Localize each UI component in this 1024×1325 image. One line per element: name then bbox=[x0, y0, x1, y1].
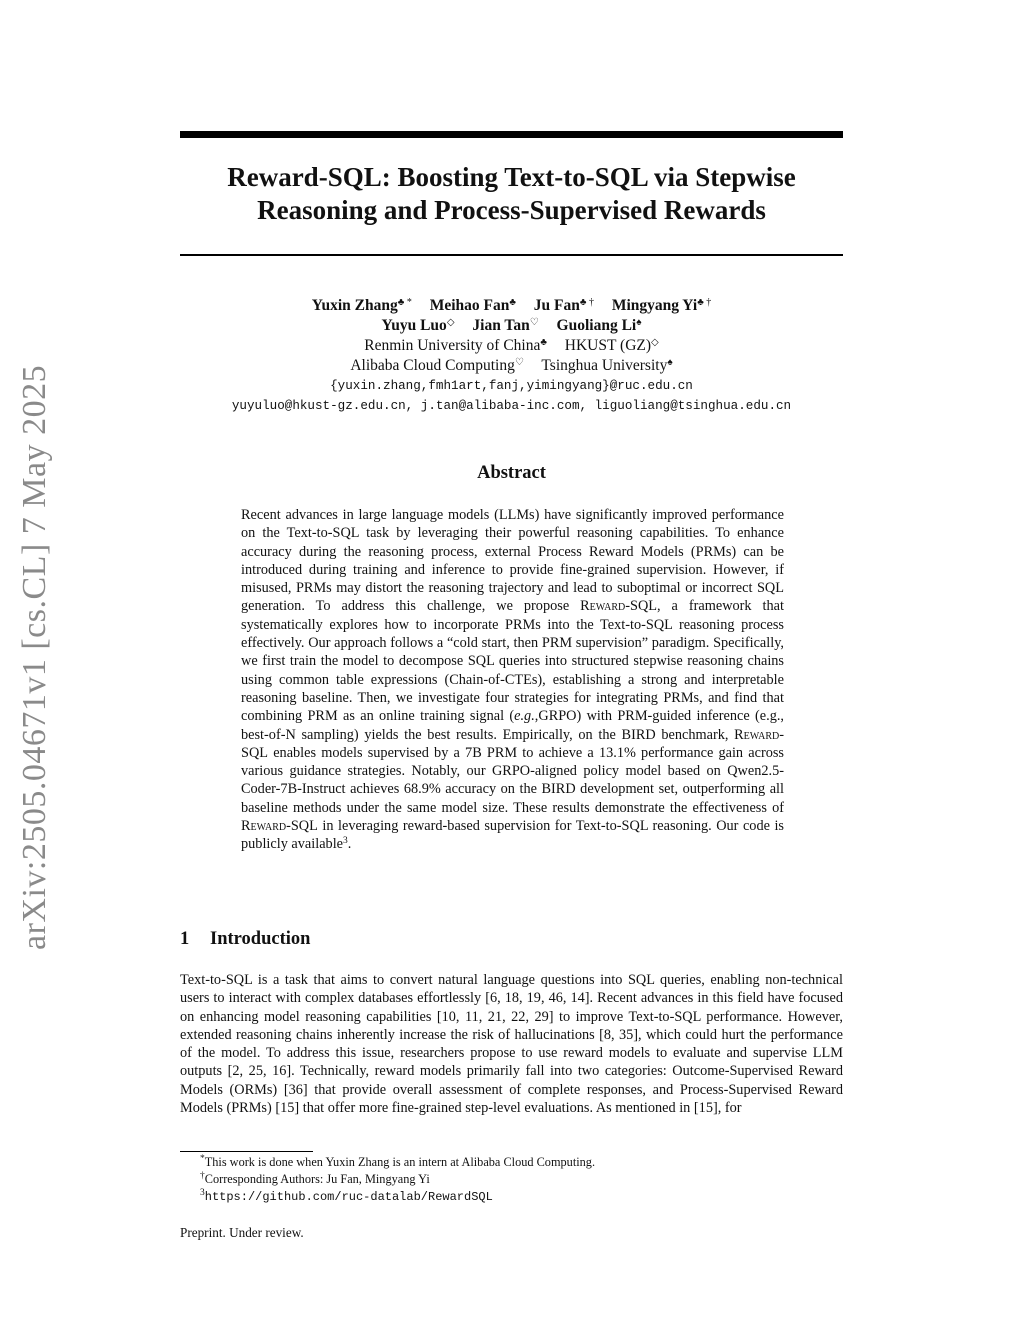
code-url[interactable]: https://github.com/ruc-datalab/RewardSQL bbox=[204, 1190, 493, 1204]
arxiv-identifier: arXiv:2505.04671v1 [cs.CL] 7 May 2025 bbox=[16, 364, 53, 950]
section-title: Introduction bbox=[210, 929, 311, 949]
affiliation-name: Alibaba Cloud Computing bbox=[350, 357, 515, 374]
paper-title bbox=[180, 161, 843, 227]
author-names-line-2 bbox=[180, 316, 843, 336]
introduction-paragraph: Text-to-SQL is a task that aims to convert natural language questions into SQL queries, enabling non-technical users to interact with complex databases effortlessly [6, 18, 19, 46, 14]. Recent advances in this field have focused on enhancing model reasoning capabilities [10, 11, 21, 22, 29] to improve Text-to-SQL performance. However, extended reasoning chains inherently increase the risk of hallucinations [8, 35], which could hurt the performance of the model. To address this issue, researchers propose to use reward models to evaluate and supervise LLM outputs [2, 25, 16]. Technically, reward models primarily fall into two categories: Outcome-Supervised Reward Models (ORMs) [36] that provide overall assessment of complete responses, and Process-Supervised Reward Models (PRMs) [15] that offer more fine-grained step-level evaluations. As mentioned in [15], for bbox=[180, 972, 843, 1117]
abstract-text: Recent advances in large language models (LLMs) have significantly improved performance on the Text-to-SQL task by leveraging their powerful reasoning capabilities. To enhance accuracy during the reasoning process, external Process Reward Models (PRMs) can be introduced during training and inference to provide fine-grained supervision. However, if misused, PRMs may distort the reasoning trajectory and lead to suboptimal or incorrect SQL generation. To address this challenge, we propose Reward-SQL, a framework that systematically explores how to incorporate PRMs into the Text-to-SQL reasoning process effectively. Our approach follows a “cold start, then PRM supervision” paradigm. Specifically, we first train the model to decompose SQL queries into structured stepwise reasoning chains using common table expressions (Chain-of-CTEs), establishing a strong and interpretable reasoning baseline. Then, we investigate four strategies for integrating PRMs, and find that combining PRM as an online training signal (e.g.,GRPO) with PRM-guided inference (e.g., best-of-N sampling) yields the best results. Empirically, on the BIRD benchmark, Reward-SQL enables models supervised by a 7B PRM to achieve a 13.1% performance gain across various guidance strategies. Notably, our GRPO-aligned policy model based on Qwen2.5-Coder-7B-Instruct achieves 68.9% accuracy on the BIRD development set, outperforming all baseline methods under the same model size. These results demonstrate the effectiveness of Reward-SQL in leveraging reward-based supervision for Text-to-SQL reasoning. Our code is publicly available$^3$. bbox=[241, 507, 785, 853]
footnote-3: $^3$https://github.com/ruc-datalab/RewardSQL bbox=[200, 1188, 493, 1204]
title-line-1: Reward-SQL: Boosting Text-to-SQL via Stepwise bbox=[227, 162, 796, 192]
section-number: 1 bbox=[180, 929, 190, 949]
title-bottom-rule bbox=[180, 254, 843, 256]
author-mark: ◇ bbox=[446, 317, 455, 328]
method-name: Reward-SQL bbox=[580, 598, 657, 615]
affiliations-line-1 bbox=[180, 336, 843, 356]
author-mark: ♣ † bbox=[697, 297, 712, 308]
author-name: Guoliang Li bbox=[556, 317, 637, 334]
author-name: Jian Tan bbox=[472, 317, 530, 334]
author-mark: ♡ bbox=[529, 317, 539, 328]
method-name: Reward-SQL bbox=[241, 818, 318, 835]
author-name: Yuyu Luo bbox=[381, 317, 447, 334]
author-block bbox=[180, 296, 843, 416]
author-mark: ♣ † bbox=[579, 297, 594, 308]
affiliation-mark: ♠ bbox=[667, 357, 673, 368]
author-names-line-1 bbox=[180, 296, 843, 316]
author-emails-line-2: yuyuluo@hkust-gz.edu.cn, j.tan@alibaba-inc.com, liguoliang@tsinghua.edu.cn bbox=[231, 399, 792, 413]
author-emails-line-1: {yuxin.zhang,fmh1art,fanj,yimingyang}@ruc.edu.cn bbox=[330, 379, 693, 393]
author-mark: ♣ bbox=[509, 297, 516, 308]
abstract-heading: Abstract bbox=[477, 463, 546, 483]
footnote-rule bbox=[180, 1151, 313, 1152]
author-name: Mingyang Yi bbox=[611, 297, 698, 314]
preprint-note: Preprint. Under review. bbox=[180, 1225, 304, 1240]
affiliation-name: Renmin University of China bbox=[364, 337, 541, 354]
author-name: Yuxin Zhang bbox=[311, 297, 398, 314]
affiliation-mark: ♣ bbox=[540, 337, 547, 348]
affiliation-mark: ◇ bbox=[651, 337, 659, 348]
footnote-reference: 3 bbox=[343, 836, 348, 847]
affiliation-name: HKUST (GZ) bbox=[564, 337, 652, 354]
author-name: Ju Fan bbox=[533, 297, 580, 314]
affiliation-mark: ♡ bbox=[514, 357, 524, 368]
method-name: Reward-SQL bbox=[241, 726, 784, 761]
affiliations-line-2 bbox=[180, 356, 843, 376]
author-mark: ♠ bbox=[636, 317, 642, 328]
author-name: Meihao Fan bbox=[429, 297, 510, 314]
footnote-1: *This work is done when Yuxin Zhang is an intern at Alibaba Cloud Computing. bbox=[200, 1154, 596, 1169]
affiliation-name: Tsinghua University bbox=[541, 357, 668, 374]
author-mark: ♣ * bbox=[397, 297, 412, 308]
title-line-2: Reasoning and Process-Supervised Rewards bbox=[257, 195, 766, 225]
section-heading bbox=[180, 929, 310, 950]
footnote-2: †Corresponding Authors: Ju Fan, Mingyang Yi bbox=[200, 1171, 430, 1186]
title-top-rule bbox=[180, 131, 843, 138]
